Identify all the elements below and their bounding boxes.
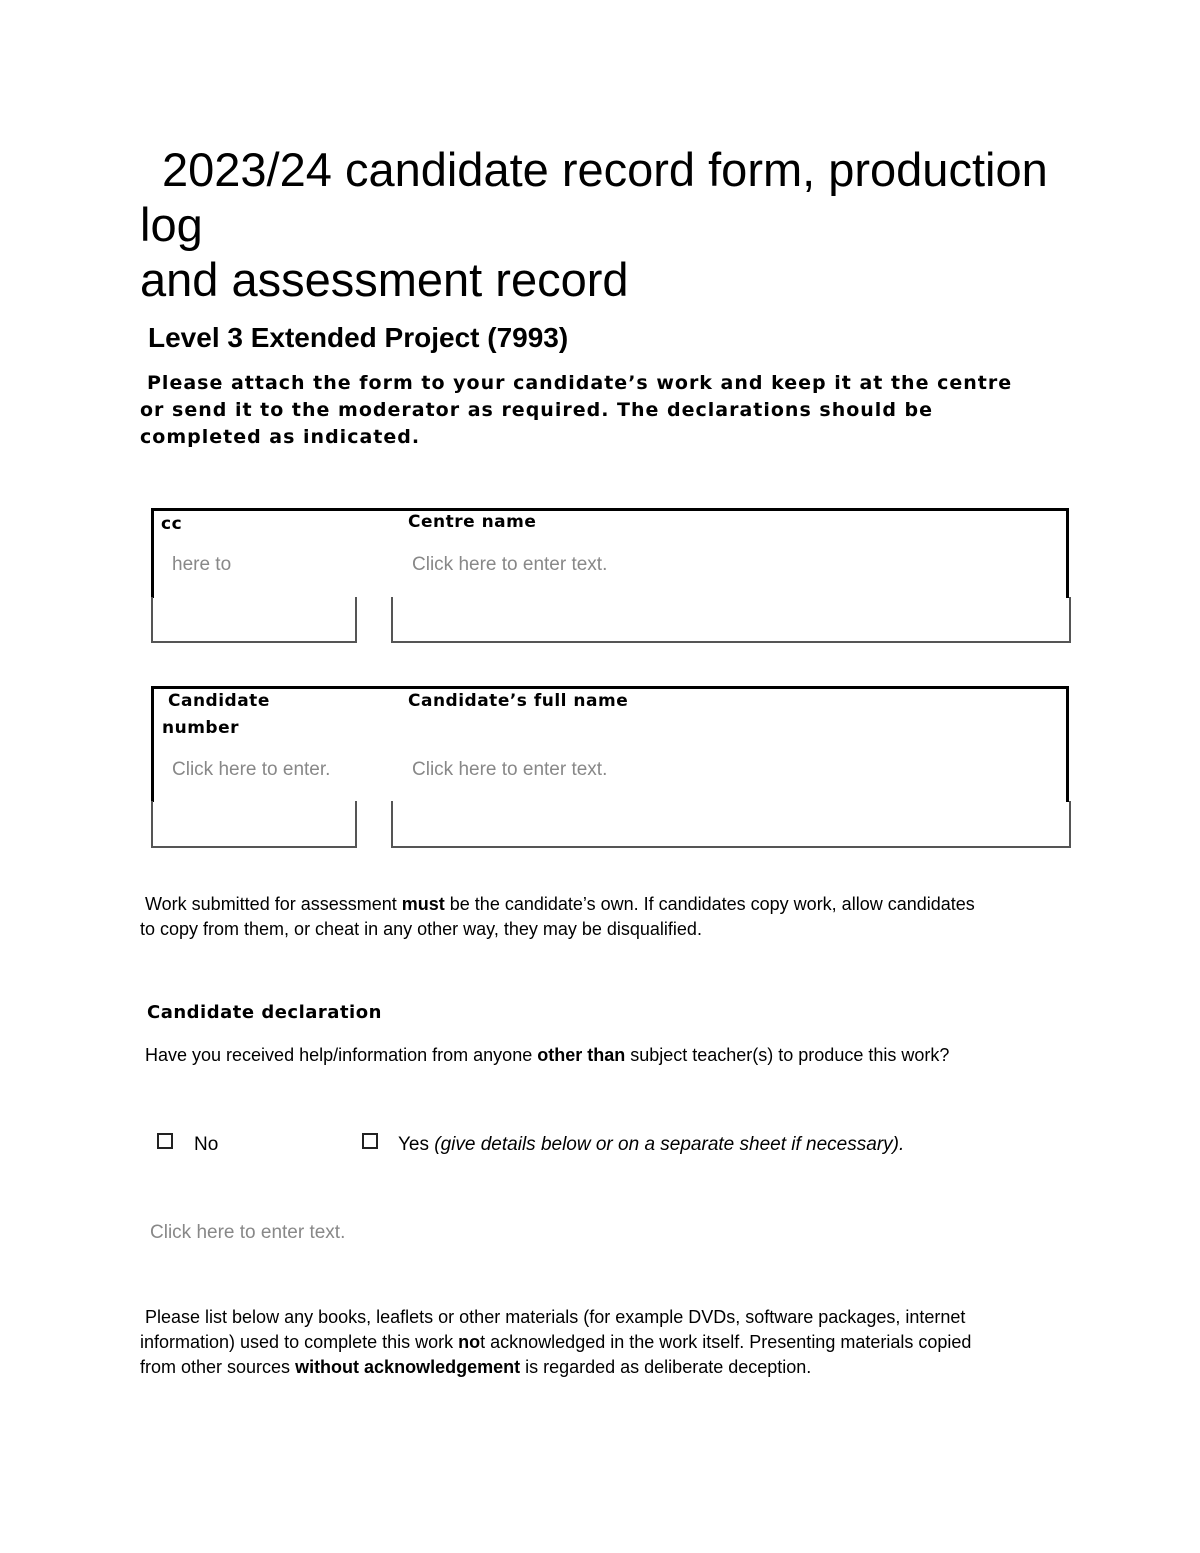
- centre-number-label: cc: [161, 514, 183, 534]
- yes-checkbox[interactable]: [362, 1133, 378, 1149]
- candidate-number-field[interactable]: Click here to enter.: [172, 759, 331, 780]
- centre-name-slot[interactable]: [391, 597, 1071, 643]
- authenticity-notice: [140, 892, 1060, 942]
- centre-number-slot[interactable]: [151, 597, 357, 643]
- title-line-1: 2023/24 candidate record form, production: [162, 143, 1048, 196]
- yes-option-note: (give details below or on a separate sheet if necessary).: [434, 1134, 905, 1155]
- no-checkbox[interactable]: [157, 1133, 173, 1149]
- candidate-number-label-line-1: Candidate: [168, 691, 270, 711]
- centre-number-field[interactable]: here to: [172, 554, 232, 575]
- candidate-name-field[interactable]: Click here to enter text.: [412, 759, 608, 780]
- materials-line-1: Please list below any books, leaflets or other materials (for example DVDs, software packages, internet: [145, 1307, 966, 1327]
- yes-option-label[interactable]: [398, 1133, 904, 1157]
- centre-name-label: Centre name: [408, 512, 537, 532]
- question-text-1: Have you received help/information from anyone: [145, 1045, 538, 1065]
- question-emphasis: other than: [537, 1045, 626, 1065]
- no-option-label[interactable]: No: [194, 1134, 219, 1155]
- declaration-question: [145, 1043, 1065, 1068]
- page-subtitle: Level 3 Extended Project (7993): [148, 322, 569, 353]
- materials-line-2a: information) used to complete this work: [140, 1332, 459, 1352]
- declaration-details-field[interactable]: Click here to enter text.: [150, 1222, 346, 1243]
- candidate-number-label: [162, 688, 270, 742]
- notice-text-3: to copy from them, or cheat in any other way, they may be disqualified.: [140, 919, 702, 939]
- intro-line-2: or send it to the moderator as required. The declarations should be: [140, 399, 934, 421]
- page-title: [140, 142, 1100, 307]
- candidate-number-slot[interactable]: [151, 801, 357, 848]
- materials-instructions: [140, 1305, 1060, 1380]
- candidate-name-slot[interactable]: [391, 801, 1071, 848]
- candidate-name-label: Candidate’s full name: [408, 691, 629, 711]
- centre-name-field[interactable]: Click here to enter text.: [412, 554, 608, 575]
- intro-line-1: Please attach the form to your candidate’s work and keep it at the centre: [147, 372, 1013, 394]
- materials-line-3a: from other sources: [140, 1357, 296, 1377]
- materials-line-3-emphasis: without acknowledgement: [295, 1357, 521, 1377]
- centre-details-box: [151, 508, 1069, 598]
- question-text-2: subject teacher(s) to produce this work?: [625, 1045, 950, 1065]
- materials-line-3b: is regarded as deliberate deception.: [520, 1357, 812, 1377]
- yes-option-text: Yes: [398, 1134, 435, 1155]
- notice-text-2: be the candidate’s own. If candidates copy work, allow candidates: [444, 894, 975, 914]
- materials-line-2b: t acknowledged in the work itself. Presenting materials copied: [480, 1332, 972, 1352]
- title-line-3: and assessment record: [140, 253, 629, 306]
- candidate-declaration-heading: Candidate declaration: [147, 1002, 382, 1023]
- notice-text-1: Work submitted for assessment: [145, 894, 402, 914]
- materials-line-2-emphasis: no: [458, 1332, 481, 1352]
- notice-emphasis: must: [401, 894, 445, 914]
- candidate-number-label-line-2: number: [162, 718, 240, 738]
- title-line-2: log: [140, 198, 203, 251]
- intro-instructions: [140, 370, 1080, 451]
- intro-line-3: completed as indicated.: [140, 426, 421, 448]
